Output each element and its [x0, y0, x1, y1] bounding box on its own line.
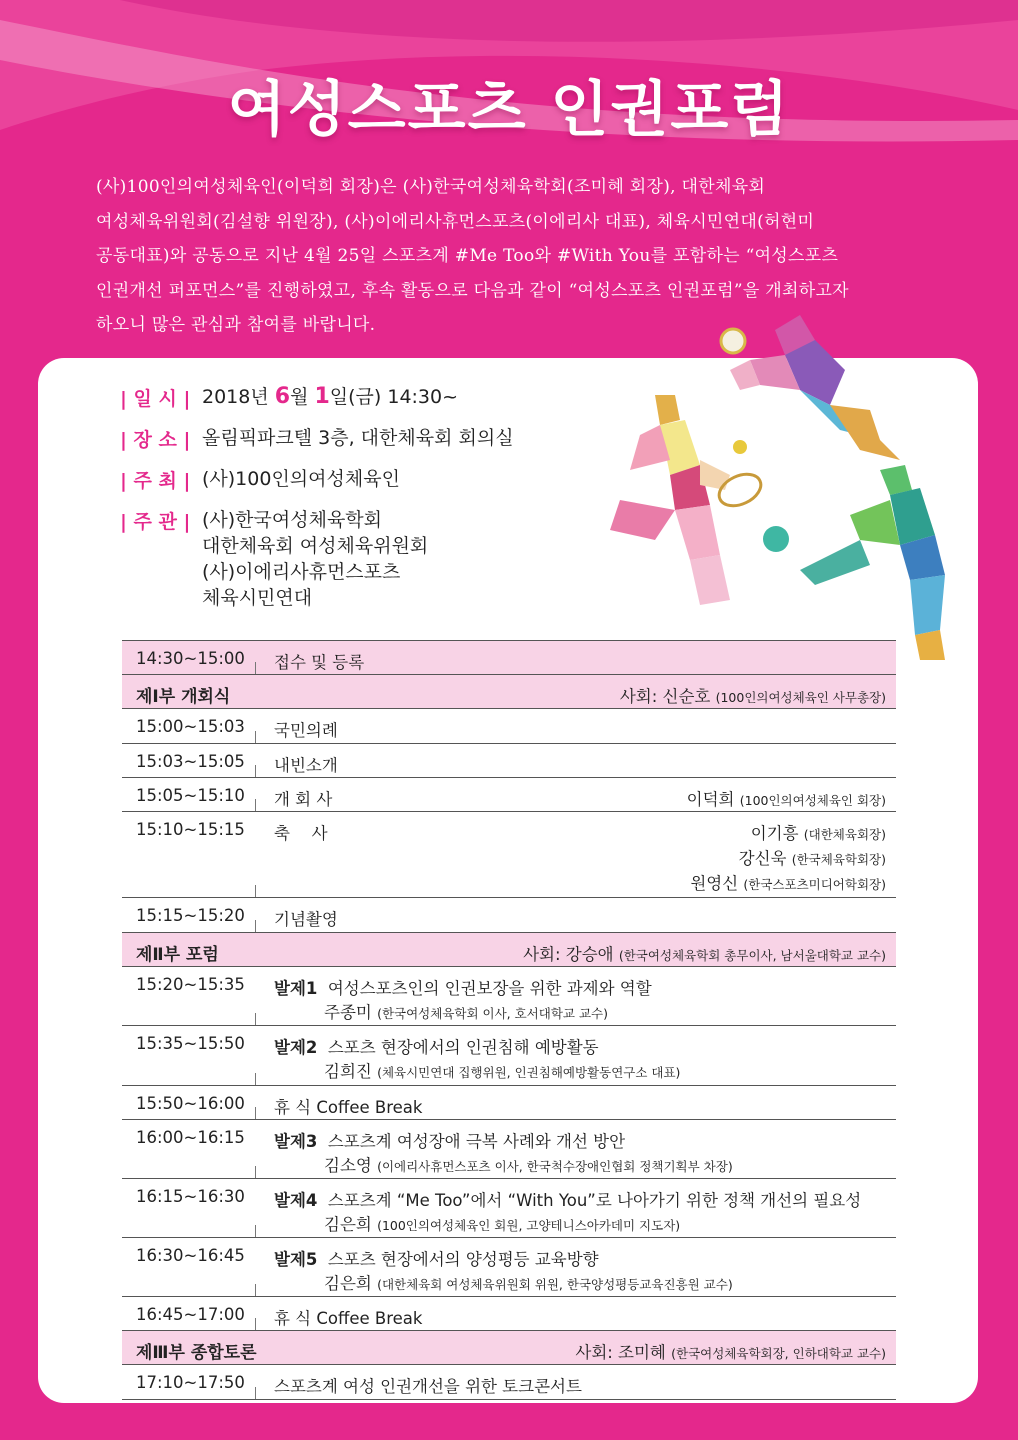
- row-item: 스포츠계 여성 인권개선을 위한 토크콘서트: [274, 1377, 582, 1396]
- section-title: 제Ⅱ부 포럼: [136, 945, 219, 965]
- row-item: 내빈소개: [274, 756, 338, 775]
- row-item: 휴 식 Coffee Break: [274, 1309, 423, 1328]
- schedule-row: [122, 709, 896, 744]
- row-speaker: 주종미 (한국여성체육학회 이사, 호서대학교 교수): [324, 1003, 608, 1022]
- row-divider: [255, 920, 256, 932]
- organizer-item: 체육시민연대: [202, 587, 313, 609]
- schedule-row: [122, 1238, 896, 1297]
- place-label: | 장 소 |: [120, 429, 191, 451]
- row-item: 기념촬영: [274, 910, 338, 929]
- event-info: [120, 384, 514, 625]
- section-title: 제Ⅰ부 개회식: [136, 687, 231, 707]
- host-value: (사)100인의여성체육인: [202, 468, 400, 490]
- row-speaker: 김은희 (100인의여성체육인 회원, 고양테니스아카데미 지도자): [324, 1215, 681, 1234]
- organizer-item: (사)한국여성체육학회: [202, 509, 383, 531]
- row-item: 발제4 스포츠계 “Me Too”에서 “With You”로 나아가기 위한 정책 개선의 필요성: [274, 1191, 862, 1210]
- schedule-row: [122, 1086, 896, 1120]
- row-time: 15:50~16:00: [136, 1094, 245, 1113]
- organizer-item: (사)이에리사휴먼스포츠: [202, 561, 401, 583]
- schedule-row: [122, 1026, 896, 1086]
- row-time: 14:30~15:00: [136, 649, 245, 668]
- row-divider: [255, 1225, 256, 1237]
- row-speaker: 김희진 (체육시민연대 집행위원, 인권침해예방활동연구소 대표): [324, 1062, 681, 1081]
- row-time: 16:45~17:00: [136, 1305, 245, 1324]
- date-row: [120, 384, 514, 411]
- intro-line: 하오니 많은 관심과 참여를 바랍니다.: [96, 315, 376, 335]
- schedule-row: [122, 744, 896, 778]
- row-divider: [255, 662, 256, 674]
- row-item: 국민의례: [274, 721, 338, 740]
- row-time: 15:05~15:10: [136, 786, 245, 805]
- schedule-row: [122, 1120, 896, 1179]
- row-time: 15:03~15:05: [136, 752, 245, 771]
- schedule-row: [122, 812, 896, 898]
- row-item: 발제2 스포츠 현장에서의 인권침해 예방활동: [274, 1038, 599, 1057]
- row-time: 16:30~16:45: [136, 1246, 245, 1265]
- section-header: [122, 933, 896, 967]
- row-item: 접수 및 등록: [274, 653, 365, 672]
- intro-line: 인권개선 퍼포먼스”를 진행하였고, 후속 활동으로 다음과 같이 “여성스포츠 인권포럼”을 개최하고자: [96, 280, 849, 301]
- row-item: 발제1 여성스포츠인의 인권보장을 위한 과제와 역할: [274, 979, 652, 998]
- schedule-row: [122, 778, 896, 812]
- row-speaker: 강신욱 (한국체육학회장): [738, 849, 886, 868]
- row-divider: [255, 799, 256, 811]
- schedule-table: [122, 640, 896, 1400]
- organizer-list: [202, 507, 428, 611]
- section-header: [122, 675, 896, 709]
- host-row: [120, 466, 514, 493]
- intro-line: 공동대표)와 공동으로 지난 4월 25일 스포츠계 #Me Too와 #With You를 포함하는 “여성스포츠: [96, 246, 839, 266]
- row-time: 15:35~15:50: [136, 1034, 245, 1053]
- row-time: 16:00~16:15: [136, 1128, 245, 1147]
- row-divider: [255, 1387, 256, 1399]
- row-item: 발제3 스포츠계 여성장애 극복 사례와 개선 방안: [274, 1132, 626, 1151]
- row-time: 15:10~15:15: [136, 820, 245, 839]
- organizer-row: [120, 507, 514, 611]
- row-divider: [255, 1284, 256, 1296]
- row-divider: [255, 765, 256, 777]
- row-item: 축 사: [274, 824, 328, 843]
- row-time: 16:15~16:30: [136, 1187, 245, 1206]
- row-item: 발제5 스포츠 현장에서의 양성평등 교육방향: [274, 1250, 599, 1269]
- row-divider: [255, 1073, 256, 1085]
- section-moderator: 사회: 신순호 (100인의여성체육인 사무총장): [619, 687, 886, 706]
- intro-line: (사)100인의여성체육인(이덕희 회장)은 (사)한국여성체육학회(조미혜 회장), 대한체육회: [96, 177, 766, 197]
- row-speaker: 이기흥 (대한체육회장): [750, 824, 886, 843]
- schedule-row: [122, 1365, 896, 1400]
- section-moderator: 사회: 강승애 (한국여성체육학회 총무이사, 남서울대학교 교수): [523, 945, 886, 964]
- athletes-illustration: [600, 300, 1000, 670]
- row-divider: [255, 731, 256, 743]
- schedule-row: [122, 898, 896, 933]
- host-label: | 주 최 |: [120, 470, 191, 492]
- row-time: 15:00~15:03: [136, 717, 245, 736]
- date-value: 2018년 6월 1일(금) 14:30~: [202, 384, 459, 409]
- row-divider: [255, 1013, 256, 1025]
- intro-line: 여성체육위원회(김설향 위원장), (사)이에리사휴먼스포츠(이에리사 대표), 체육시민연대(허현미: [96, 211, 815, 232]
- page-title: 여성스포츠 인권포럼: [227, 75, 791, 145]
- row-speaker: 김소영 (이에리사휴먼스포츠 이사, 한국척수장애인협회 정책기획부 차장): [324, 1156, 733, 1175]
- section-moderator: 사회: 조미혜 (한국여성체육학회장, 인하대학교 교수): [575, 1343, 886, 1362]
- schedule-row: [122, 967, 896, 1026]
- row-speaker: 이덕희 (100인의여성체육인 회장): [686, 790, 886, 809]
- row-time: 15:15~15:20: [136, 906, 245, 925]
- row-item: 휴 식 Coffee Break: [274, 1098, 423, 1117]
- row-time: 17:10~17:50: [136, 1373, 245, 1392]
- row-divider: [255, 1166, 256, 1178]
- place-value: 올림픽파크텔 3층, 대한체육회 회의실: [202, 427, 514, 449]
- schedule-row: [122, 641, 896, 675]
- schedule-row: [122, 1179, 896, 1238]
- section-title: 제Ⅲ부 종합토론: [136, 1343, 257, 1363]
- organizer-label: | 주 관 |: [120, 511, 191, 533]
- row-speaker: 김은희 (대한체육회 여성체육위원회 위원, 한국양성평등교육진흥원 교수): [324, 1274, 733, 1293]
- schedule-row: [122, 1297, 896, 1331]
- section-header: [122, 1331, 896, 1365]
- organizer-item: 대한체육회 여성체육위원회: [202, 535, 429, 557]
- row-divider: [255, 1107, 256, 1119]
- row-divider: [255, 885, 256, 897]
- row-time: 15:20~15:35: [136, 975, 245, 994]
- date-label: | 일 시 |: [120, 388, 191, 410]
- place-row: [120, 425, 514, 452]
- row-item: 개 회 사: [274, 790, 333, 809]
- row-speaker: 원영신 (한국스포츠미디어학회장): [690, 874, 886, 893]
- row-divider: [255, 1318, 256, 1330]
